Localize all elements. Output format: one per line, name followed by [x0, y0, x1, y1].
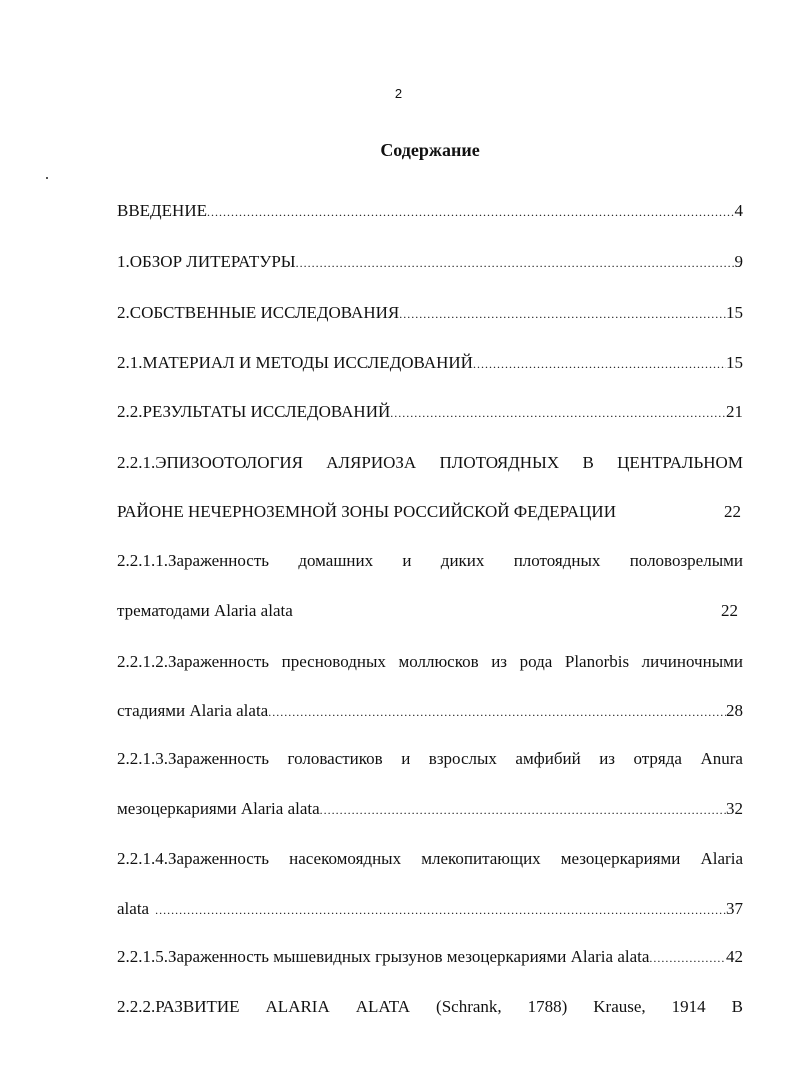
toc-word: В [731, 997, 743, 1016]
toc-word: половозрелыми [629, 551, 743, 570]
toc-word: 2.2.1.1.Зараженность [117, 551, 270, 570]
scan-speck [46, 177, 48, 179]
toc-word: насекомоядных [289, 849, 402, 868]
toc-entry-page: 22 [721, 601, 738, 620]
toc-entry-text: ВВЕДЕНИЕ [117, 201, 207, 220]
toc-leader-dots [649, 946, 726, 969]
toc-leader-dots [390, 401, 726, 424]
page-title: Содержание [380, 140, 480, 160]
toc-word: 1788) [527, 997, 568, 1016]
toc-leader-dots [320, 798, 726, 821]
toc-entry-results [117, 400, 743, 424]
toc-entry-text: alata [117, 899, 150, 918]
toc-entry-introduction [117, 199, 743, 223]
toc-entry-page: 37 [726, 899, 743, 918]
toc-word: 2.2.1.2.Зараженность [117, 652, 270, 671]
toc-word: отряда [633, 749, 682, 768]
toc-word: моллюсков [398, 652, 479, 671]
toc-entry-text: трематодами Alaria alata [117, 601, 293, 620]
toc-entry-text: стадиями Alaria alata [117, 701, 269, 720]
toc-word: Krause, [593, 997, 646, 1016]
toc-entry-2-2-1-2-line1 [117, 650, 743, 674]
toc-word: млекопитающих [421, 849, 541, 868]
page-number: 2 [394, 86, 403, 101]
toc-word: из [491, 652, 508, 671]
toc-leader-dots [207, 200, 735, 223]
toc-word: Alaria [700, 849, 743, 868]
toc-word: 2.2.1.3.Зараженность [117, 749, 270, 768]
toc-word: личиночными [641, 652, 743, 671]
toc-word: мезоцеркариями [560, 849, 681, 868]
toc-entry-2-2-1-3-line1 [117, 747, 743, 771]
toc-entry-text: 2.СОБСТВЕННЫЕ ИССЛЕДОВАНИЯ [117, 303, 400, 322]
toc-word: ALATA [355, 997, 411, 1016]
toc-word: рода [519, 652, 553, 671]
toc-word: пресноводных [281, 652, 386, 671]
toc-entry-text: 1.ОБЗОР ЛИТЕРАТУРЫ [117, 252, 296, 271]
toc-entry-text: РАЙОНЕ НЕЧЕРНОЗЕМНОЙ ЗОНЫ РОССИЙСКОЙ ФЕДЕРАЦИИ [117, 502, 616, 521]
toc-word: Planorbis [564, 652, 630, 671]
toc-entry-page: 32 [726, 799, 743, 818]
toc-entry-materials-methods [117, 351, 743, 375]
toc-word: 2.2.2.РАЗВИТИЕ [117, 997, 240, 1016]
toc-entry-epizootology-line2 [117, 500, 743, 524]
toc-word: 2.2.1.ЭПИЗООТОЛОГИЯ [117, 453, 303, 472]
toc-entry-2-2-1-5 [117, 945, 743, 969]
toc-word: Anura [700, 749, 743, 768]
toc-entry-own-research [117, 301, 743, 325]
toc-entry-page: 28 [726, 701, 743, 720]
toc-word: В [582, 453, 594, 472]
toc-word: взрослых [428, 749, 497, 768]
toc-entry-page: 9 [734, 252, 743, 271]
toc-word: ПЛОТОЯДНЫХ [439, 453, 560, 472]
toc-word: ALARIA [265, 997, 330, 1016]
toc-word: диких [440, 551, 485, 570]
toc-word: и [402, 551, 412, 570]
toc-leader-dots [155, 898, 726, 921]
toc-word: 1914 [671, 997, 706, 1016]
toc-leader-dots [296, 251, 735, 274]
toc-entry-2-2-2-line1 [117, 995, 743, 1019]
toc-word: ЦЕНТРАЛЬНОМ [617, 453, 743, 472]
toc-entry-2-2-1-2-line2 [117, 699, 743, 723]
toc-word: головастиков [287, 749, 383, 768]
toc-entry-text: 2.2.РЕЗУЛЬТАТЫ ИССЛЕДОВАНИЙ [117, 402, 391, 421]
toc-entry-page: 22 [724, 502, 741, 521]
toc-entry-2-2-1-3-line2 [117, 797, 743, 821]
toc-entry-text: мезоцеркариями Alaria alata [117, 799, 320, 818]
toc-entry-page: 15 [726, 353, 743, 372]
toc-word: амфибий [515, 749, 581, 768]
toc-entry-page: 15 [726, 303, 743, 322]
toc-word: домашних [298, 551, 374, 570]
toc-word: АЛЯРИОЗА [326, 453, 417, 472]
toc-entry-2-2-1-1-line2 [117, 599, 743, 623]
toc-entry-text: 2.2.1.5.Зараженность мышевидных грызунов мезоцеркариями Alaria alata [117, 947, 650, 966]
toc-leader-dots [473, 352, 726, 375]
toc-word: 2.2.1.4.Зараженность [117, 849, 270, 868]
toc-entry-text: 2.1.МАТЕРИАЛ И МЕТОДЫ ИССЛЕДОВАНИЙ [117, 353, 473, 372]
toc-entry-page: 4 [734, 201, 743, 220]
toc-entry-epizootology-line1 [117, 451, 743, 475]
toc-entry-2-2-1-4-line1 [117, 847, 743, 871]
toc-word: и [401, 749, 411, 768]
toc-word: плотоядных [513, 551, 601, 570]
toc-entry-page: 42 [726, 947, 743, 966]
toc-word: (Schrank, [436, 997, 502, 1016]
toc-entry-2-2-1-4-line2 [117, 897, 743, 921]
toc-entry-literature-review [117, 250, 743, 274]
toc-entry-2-2-1-1-line1 [117, 549, 743, 573]
toc-word: из [599, 749, 616, 768]
toc-leader-dots [399, 302, 726, 325]
toc-entry-page: 21 [726, 402, 743, 421]
toc-leader-dots [268, 700, 726, 723]
